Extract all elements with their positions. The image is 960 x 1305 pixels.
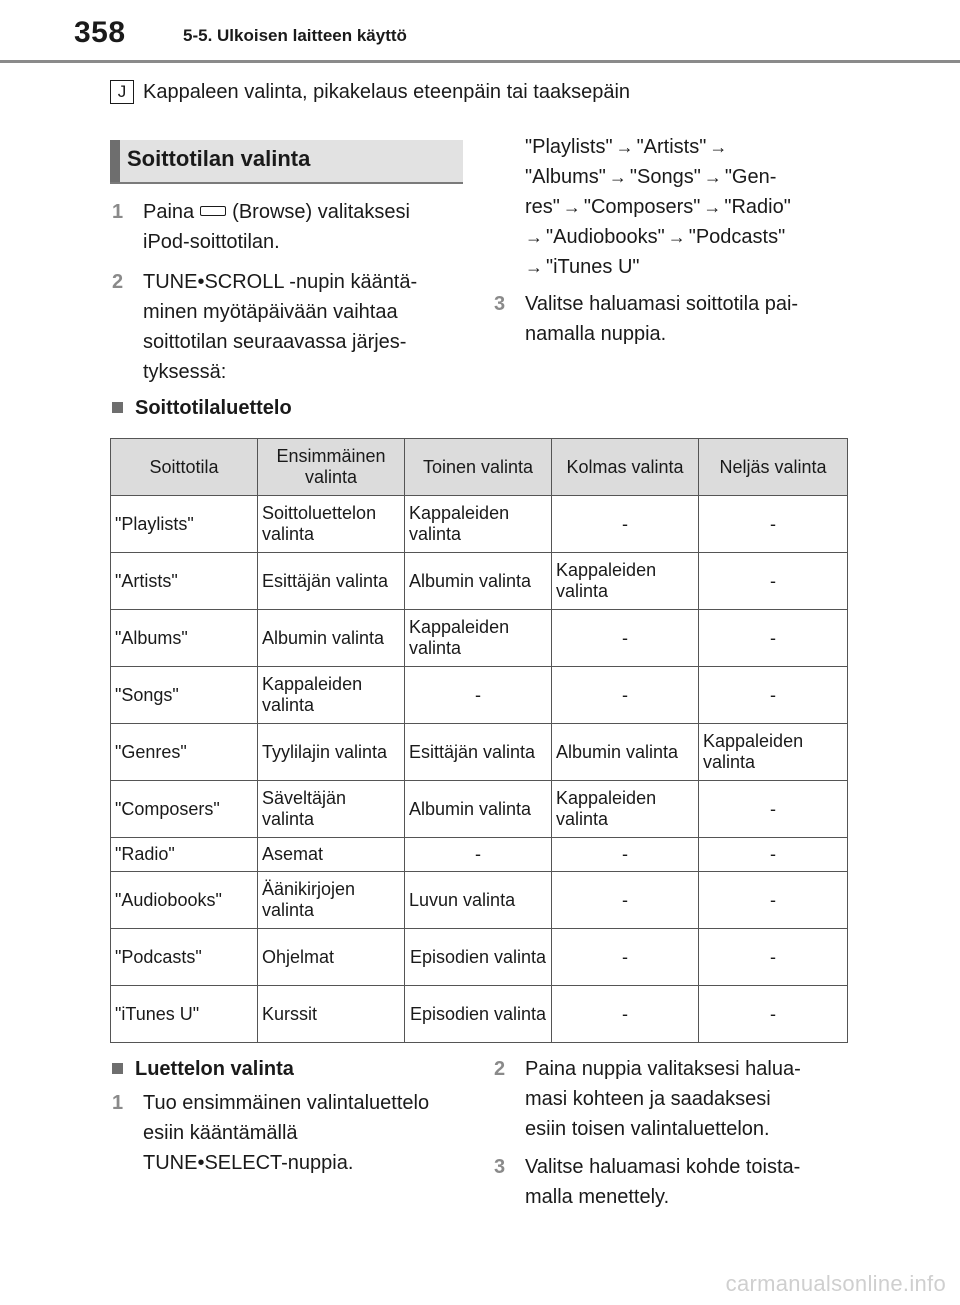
- table-cell: -: [699, 838, 848, 872]
- page-header: [0, 0, 960, 62]
- arrow-right-icon: →: [703, 167, 722, 187]
- table-cell: "Audiobooks": [111, 872, 258, 929]
- mode-table: [110, 438, 848, 1043]
- table-cell: Tyylilajin valinta: [258, 724, 405, 781]
- table-cell: Esittäjän valinta: [405, 724, 552, 781]
- step-3: [494, 289, 854, 349]
- table-row: [111, 986, 848, 1043]
- table-cell: "Songs": [111, 667, 258, 724]
- table-cell: -: [552, 610, 699, 667]
- select-step-1-line: TUNE•SELECT-nuppia.: [143, 1152, 354, 1174]
- table-cell: Albumin valinta: [258, 610, 405, 667]
- table-cell: -: [699, 929, 848, 986]
- sequence-item: "Playlists": [525, 136, 613, 158]
- step-number: 2: [112, 271, 124, 293]
- table-row: [111, 838, 848, 872]
- select-step-1: [112, 1088, 482, 1178]
- step-number: 1: [112, 1092, 124, 1114]
- table-cell: Asemat: [258, 838, 405, 872]
- arrow-right-icon: →: [667, 227, 686, 247]
- table-row: [111, 781, 848, 838]
- sequence-item: "Radio": [724, 196, 791, 218]
- table-row: [111, 667, 848, 724]
- table-cell: -: [552, 986, 699, 1043]
- select-step-2-line: masi kohteen ja saadaksesi: [525, 1088, 771, 1110]
- table-cell: "Playlists": [111, 496, 258, 553]
- table-cell: "Radio": [111, 838, 258, 872]
- select-step-3-line: Valitse haluamasi kohde toista-: [525, 1156, 801, 1178]
- table-cell: -: [405, 667, 552, 724]
- table-cell: -: [552, 667, 699, 724]
- table-cell: -: [699, 667, 848, 724]
- step-3-line: namalla nuppia.: [525, 323, 667, 345]
- sequence-item: "Composers": [583, 196, 701, 218]
- sequence-item: "Artists": [636, 136, 707, 158]
- arrow-right-icon: →: [703, 197, 722, 217]
- section-heading: [110, 140, 463, 184]
- table-cell: "Podcasts": [111, 929, 258, 986]
- table-cell: Albumin valinta: [552, 724, 699, 781]
- table-cell: Kappaleiden valinta: [552, 781, 699, 838]
- table-row: [111, 929, 848, 986]
- table-row: [111, 872, 848, 929]
- table-row: [111, 553, 848, 610]
- table-cell: Kappaleiden valinta: [405, 496, 552, 553]
- table-header-cell: Soittotila: [111, 439, 258, 496]
- sequence-item: "Songs": [629, 166, 701, 188]
- table-cell: -: [699, 496, 848, 553]
- list-heading-text: Soittotilaluettelo: [135, 397, 292, 419]
- step-number: 3: [494, 1156, 506, 1178]
- table-cell: "Albums": [111, 610, 258, 667]
- table-row: [111, 610, 848, 667]
- step-number: 2: [494, 1058, 506, 1080]
- table-cell: Äänikirjojen valinta: [258, 872, 405, 929]
- table-cell: Albumin valinta: [405, 781, 552, 838]
- section-title: 5-5. Ulkoisen laitteen käyttö: [183, 26, 407, 45]
- sequence-item: "Podcasts": [688, 226, 786, 248]
- table-header-row: [111, 439, 848, 496]
- step-2-line: soittotilan seuraavassa järjes-: [143, 331, 407, 353]
- section-heading-text: Soittotilan valinta: [127, 146, 311, 171]
- step-1-text-after: (Browse) valitaksesi: [232, 201, 410, 223]
- select-step-1-line: esiin kääntämällä: [143, 1122, 298, 1144]
- table-cell: -: [699, 781, 848, 838]
- table-header-cell: Toinen valinta: [405, 439, 552, 496]
- arrow-right-icon: →: [608, 167, 627, 187]
- step-1-text-before: Paina: [143, 201, 195, 223]
- table-cell: "iTunes U": [111, 986, 258, 1043]
- step-2: [112, 267, 472, 387]
- sequence-item: res": [525, 196, 560, 218]
- table-cell: "Genres": [111, 724, 258, 781]
- page-number: 358: [74, 16, 126, 49]
- table-cell: Kappaleiden valinta: [258, 667, 405, 724]
- step-number: 3: [494, 293, 506, 315]
- arrow-right-icon: →: [615, 137, 634, 157]
- step-1: [112, 197, 472, 257]
- table-cell: Kurssit: [258, 986, 405, 1043]
- table-header-cell: Neljäs valinta: [699, 439, 848, 496]
- table-cell: Episodien valinta: [405, 986, 552, 1043]
- table-cell: -: [552, 872, 699, 929]
- square-bullet-icon: [112, 1063, 123, 1074]
- step-3-line: Valitse haluamasi soittotila pai-: [525, 293, 799, 315]
- table-header-cell: Ensimmäinen valinta: [258, 439, 405, 496]
- callout-j: [110, 78, 630, 106]
- mode-sequence: [525, 132, 855, 282]
- sequence-item: "Albums": [525, 166, 606, 188]
- select-step-2-line: esiin toisen valintaluettelon.: [525, 1118, 770, 1140]
- table-cell: Luvun valinta: [405, 872, 552, 929]
- square-bullet-icon: [112, 402, 123, 413]
- step-1-text-line2: iPod-soittotilan.: [143, 231, 280, 253]
- arrow-right-icon: →: [525, 257, 543, 277]
- table-cell: -: [699, 610, 848, 667]
- table-cell: Soittoluettelon valinta: [258, 496, 405, 553]
- watermark: carmanualsonline.info: [725, 1271, 946, 1296]
- table-cell: Ohjelmat: [258, 929, 405, 986]
- sequence-item: "Gen-: [724, 166, 777, 188]
- arrow-right-icon: →: [562, 197, 581, 217]
- arrow-right-icon: →: [525, 227, 543, 247]
- callout-text: Kappaleen valinta, pikakelaus eteenpäin tai taaksepäin: [143, 80, 631, 103]
- table-cell: Kappaleiden valinta: [552, 553, 699, 610]
- table-cell: Kappaleiden valinta: [405, 610, 552, 667]
- table-cell: Kappaleiden valinta: [699, 724, 848, 781]
- table-cell: -: [552, 838, 699, 872]
- list-select-heading-text: Luettelon valinta: [135, 1058, 294, 1080]
- table-cell: -: [699, 986, 848, 1043]
- table-row: [111, 496, 848, 553]
- step-2-line: minen myötäpäivään vaihtaa: [143, 301, 398, 323]
- table-cell: -: [699, 872, 848, 929]
- table-cell: -: [552, 496, 699, 553]
- step-2-line: tyksessä:: [143, 361, 227, 383]
- table-row: [111, 724, 848, 781]
- table-header-cell: Kolmas valinta: [552, 439, 699, 496]
- arrow-right-icon: →: [709, 137, 728, 157]
- browse-button-icon: [200, 206, 226, 216]
- table-cell: -: [552, 929, 699, 986]
- callout-label: J: [110, 80, 134, 104]
- header-rule: [0, 60, 960, 63]
- table-cell: Albumin valinta: [405, 553, 552, 610]
- step-2-line: TUNE•SCROLL -nupin kääntä-: [143, 271, 418, 293]
- list-heading: [112, 397, 292, 420]
- table-cell: "Artists": [111, 553, 258, 610]
- select-step-2: [494, 1054, 854, 1144]
- table-cell: "Composers": [111, 781, 258, 838]
- select-step-3: [494, 1152, 854, 1212]
- select-step-1-line: Tuo ensimmäinen valintaluettelo: [143, 1092, 430, 1114]
- table-cell: Säveltäjän valinta: [258, 781, 405, 838]
- step-number: 1: [112, 201, 124, 223]
- select-step-2-line: Paina nuppia valitaksesi halua-: [525, 1058, 801, 1080]
- table-cell: Esittäjän valinta: [258, 553, 405, 610]
- table-cell: Episodien valinta: [405, 929, 552, 986]
- sequence-item: "iTunes U": [546, 256, 640, 278]
- table-cell: -: [405, 838, 552, 872]
- sequence-item: "Audiobooks": [546, 226, 665, 248]
- table-cell: -: [699, 553, 848, 610]
- list-select-heading: [112, 1058, 294, 1081]
- select-step-3-line: malla menettely.: [525, 1186, 670, 1208]
